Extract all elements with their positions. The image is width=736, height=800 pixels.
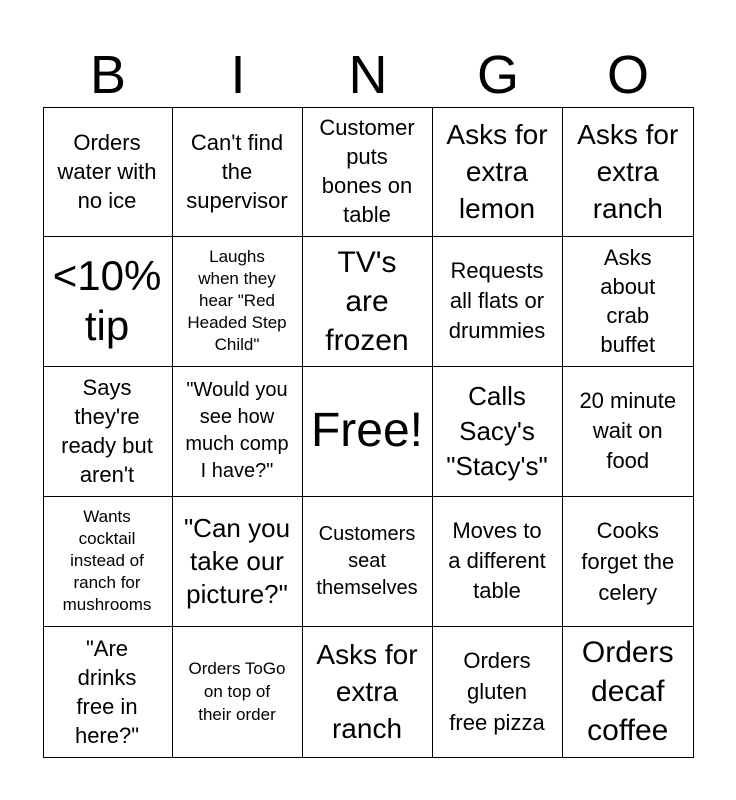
bingo-cell-text: Asks for extra ranch: [577, 118, 679, 224]
bingo-cell[interactable]: [433, 237, 563, 367]
bingo-cell-text: Cooks forget the celery: [581, 517, 675, 605]
bingo-cell[interactable]: [303, 367, 433, 497]
bingo-cell-text: Free!: [310, 404, 424, 457]
bingo-cell[interactable]: [563, 497, 695, 627]
bingo-cell[interactable]: [173, 367, 303, 497]
bingo-cell[interactable]: [173, 627, 303, 759]
bingo-cell[interactable]: [173, 237, 303, 367]
bingo-cell-text: Orders gluten free pizza: [449, 648, 545, 736]
header-letter-g: G: [476, 45, 519, 105]
bingo-cell-text: Requests all flats or drummies: [448, 258, 546, 343]
bingo-cell-text: Says they're ready but aren't: [61, 375, 153, 487]
bingo-cell[interactable]: [563, 367, 695, 497]
bingo-cell-text: Wants cocktail instead of ranch for mushrooms: [62, 507, 152, 614]
bingo-cell-text: Orders water with no ice: [57, 129, 157, 213]
bingo-cell-text: TV's are frozen: [325, 245, 409, 357]
bingo-cell[interactable]: [303, 627, 433, 759]
header-letter-b: B: [89, 45, 127, 105]
bingo-cell[interactable]: [433, 497, 563, 627]
bingo-cell[interactable]: [173, 107, 303, 237]
bingo-cell[interactable]: [43, 497, 173, 627]
bingo-cell-text: Orders ToGo on top of their order: [188, 659, 286, 725]
header-letter-i: I: [230, 45, 246, 105]
bingo-cell[interactable]: [433, 367, 563, 497]
bingo-cell[interactable]: [173, 497, 303, 627]
bingo-cell-text: Moves to a different table: [448, 518, 546, 603]
bingo-cell-text: Asks about crab buffet: [600, 245, 656, 357]
bingo-cell[interactable]: [563, 237, 695, 367]
bingo-cell[interactable]: [563, 627, 695, 759]
bingo-cell[interactable]: [563, 107, 695, 237]
header-letter-o: O: [606, 45, 649, 105]
bingo-cell[interactable]: [43, 367, 173, 497]
bingo-cell-text: Customer puts bones on table: [319, 115, 415, 227]
bingo-cell-text: <10% tip: [52, 252, 162, 349]
bingo-cell[interactable]: [43, 107, 173, 237]
bingo-cell-text: Orders decaf coffee: [581, 636, 674, 748]
bingo-cell-text: "Can you take our picture?": [183, 512, 291, 609]
bingo-cell-text: Customers seat themselves: [316, 522, 418, 599]
bingo-cell-text: Can't find the supervisor: [186, 129, 288, 213]
bingo-cell[interactable]: [43, 237, 173, 367]
header-letter-n: N: [348, 45, 388, 105]
bingo-cell[interactable]: [433, 107, 563, 237]
bingo-cell-text: 20 minute wait on food: [579, 388, 677, 473]
bingo-cell-text: Calls Sacy's "Stacy's": [446, 380, 548, 481]
bingo-cell[interactable]: [43, 627, 173, 759]
bingo-cell-text: Asks for extra lemon: [446, 118, 548, 224]
bingo-cell[interactable]: [303, 237, 433, 367]
bingo-cell-text: Asks for extra ranch: [316, 639, 418, 745]
bingo-cell-text: "Are drinks free in here?": [74, 635, 140, 748]
bingo-grid: [43, 107, 693, 757]
bingo-cell[interactable]: [303, 497, 433, 627]
bingo-cell-text: Laughs when they hear "Red Headed Step Child": [187, 247, 287, 354]
bingo-cell[interactable]: [433, 627, 563, 759]
bingo-header: [43, 44, 693, 106]
bingo-cell-text: "Would you see how much comp I have?": [185, 379, 289, 482]
bingo-cell[interactable]: [303, 107, 433, 237]
